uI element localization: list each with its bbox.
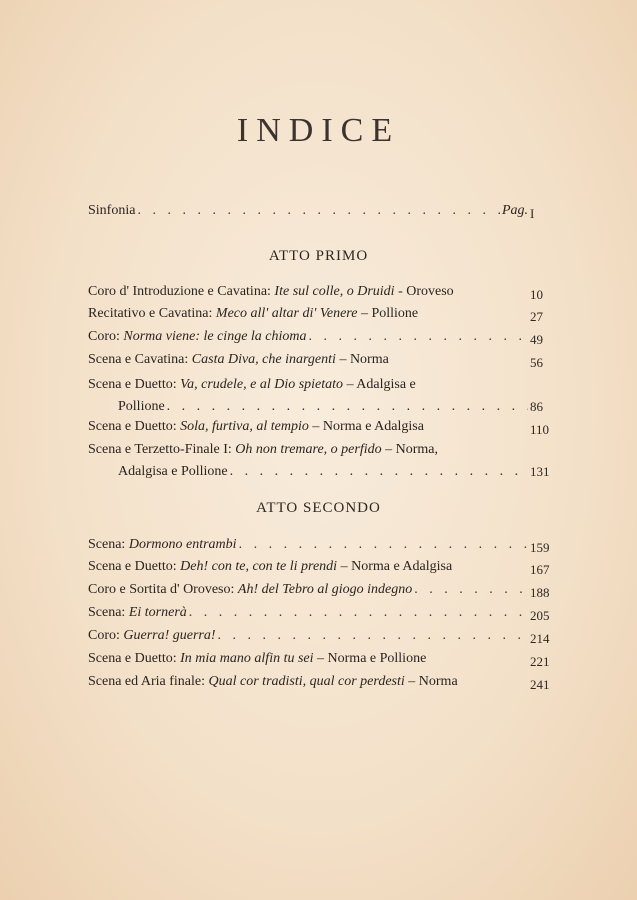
toc-page-number: 159 <box>530 540 550 555</box>
toc-page-number: 110 <box>530 422 550 437</box>
toc-entry-prefix: Coro: <box>88 329 120 344</box>
toc-entry-italic: Casta Diva, che inargenti <box>191 352 336 367</box>
section-heading-atto-secondo: ATTO SECONDO <box>256 500 381 516</box>
toc-entry-suffix: – Norma <box>339 352 389 367</box>
toc-entry-italic: Guerra! guerra! <box>123 628 216 643</box>
toc-entry-suffix: – Norma <box>408 674 458 689</box>
toc-row-sinfonia <box>88 203 528 225</box>
toc-row <box>88 559 528 581</box>
toc-page-number: 56 <box>530 355 543 370</box>
toc-row <box>88 674 528 696</box>
toc-entry-prefix: Scena e Terzetto-Finale I: <box>88 442 232 457</box>
toc-row <box>88 605 528 627</box>
toc-page-number: 10 <box>530 287 543 302</box>
toc-entry-prefix: Scena e Duetto: <box>88 377 177 392</box>
toc-page-number: 188 <box>530 585 550 600</box>
toc-entry-prefix: Scena: <box>88 605 126 620</box>
toc-entry-suffix: – Norma e Adalgisa <box>312 419 424 434</box>
toc-page-number: 221 <box>530 654 550 669</box>
toc-entry-prefix: Coro: <box>88 628 120 643</box>
toc-entry-suffix: – Norma e Adalgisa <box>340 559 453 574</box>
toc-row <box>88 352 528 374</box>
toc-entry-prefix: Recitativo e Cavatina: <box>88 306 213 321</box>
toc-row <box>88 284 528 306</box>
toc-page-number: 49 <box>530 332 543 347</box>
dot-leader <box>307 329 528 345</box>
pag-label: Pag. <box>501 203 528 218</box>
toc-entry-title: Sinfonia <box>88 203 136 218</box>
toc-entry-prefix: Scena ed Aria finale: <box>88 674 206 689</box>
toc-entry-suffix: – Norma, <box>385 442 438 457</box>
dot-leader <box>187 605 528 621</box>
toc-entry-italic: Dormono entrambi <box>128 537 237 552</box>
toc-entry-italic: Norma viene: le cinge la chioma <box>123 329 307 344</box>
toc-row <box>88 306 528 328</box>
toc-entry-suffix: – Norma e Pollione <box>317 651 427 666</box>
toc-entry-italic: Meco all' altar di' Venere <box>215 306 358 321</box>
toc-row-continuation <box>118 464 528 486</box>
toc-row <box>88 329 528 351</box>
toc-page-number: 241 <box>530 677 550 692</box>
toc-row <box>88 537 528 559</box>
toc-entry-italic: Qual cor tradisti, qual cor perdesti <box>208 674 405 689</box>
toc-entry-prefix: Scena e Cavatina: <box>88 352 189 367</box>
toc-entry-italic: Oh non tremare, o perfido <box>235 442 382 457</box>
toc-entry-prefix: Coro e Sortita d' Oroveso: <box>88 582 235 597</box>
toc-entry-italic: Ei tornerà <box>128 605 187 620</box>
toc-row-continuation <box>118 399 528 421</box>
toc-page-number: I <box>530 206 535 221</box>
dot-leader <box>216 628 528 644</box>
toc-entry-prefix: Coro d' Introduzione e Cavatina: <box>88 284 271 299</box>
toc-entry-suffix: - Oroveso <box>398 284 454 299</box>
dot-leader <box>228 464 528 480</box>
toc-entry-suffix: – Adalgisa e <box>346 377 416 392</box>
toc-entry-italic: In mia mano alfin tu sei <box>180 651 314 666</box>
toc-row <box>88 377 528 399</box>
toc-row <box>88 628 528 650</box>
toc-entry-italic: Sola, furtiva, al tempio <box>180 419 309 434</box>
toc-entry-italic: Ah! del Tebro al giogo indegno <box>237 582 413 597</box>
toc-page-number: 167 <box>530 562 550 577</box>
page-title: INDICE <box>236 112 401 149</box>
toc-page-number: 214 <box>530 631 550 646</box>
toc-entry-prefix: Scena e Duetto: <box>88 651 177 666</box>
toc-row <box>88 651 528 673</box>
dot-leader <box>237 537 528 553</box>
toc-entry-prefix: Scena e Duetto: <box>88 419 177 434</box>
toc-row <box>88 442 528 464</box>
toc-entry-suffix: – Pollione <box>360 306 419 321</box>
toc-entry-prefix: Scena: <box>88 537 126 552</box>
toc-entry-italic: Va, crudele, e al Dio spietato <box>180 377 344 392</box>
toc-page-number: 131 <box>530 464 550 479</box>
dot-leader <box>135 203 501 219</box>
toc-page-number: 205 <box>530 608 550 623</box>
toc-entry-italic: Deh! con te, con te li prendi <box>180 559 338 574</box>
toc-page-number: 86 <box>530 399 543 414</box>
section-heading-atto-primo: ATTO PRIMO <box>268 248 369 264</box>
dot-leader <box>412 582 528 598</box>
toc-entry-continuation: Pollione <box>118 399 165 414</box>
toc-entry-prefix: Scena e Duetto: <box>88 559 177 574</box>
toc-entry-continuation: Adalgisa e Pollione <box>118 464 228 479</box>
dot-leader <box>165 399 528 415</box>
toc-row <box>88 582 528 604</box>
toc-row <box>88 419 528 441</box>
toc-page-number: 27 <box>530 309 543 324</box>
toc-entry-italic: Ite sul colle, o Druidi <box>274 284 395 299</box>
